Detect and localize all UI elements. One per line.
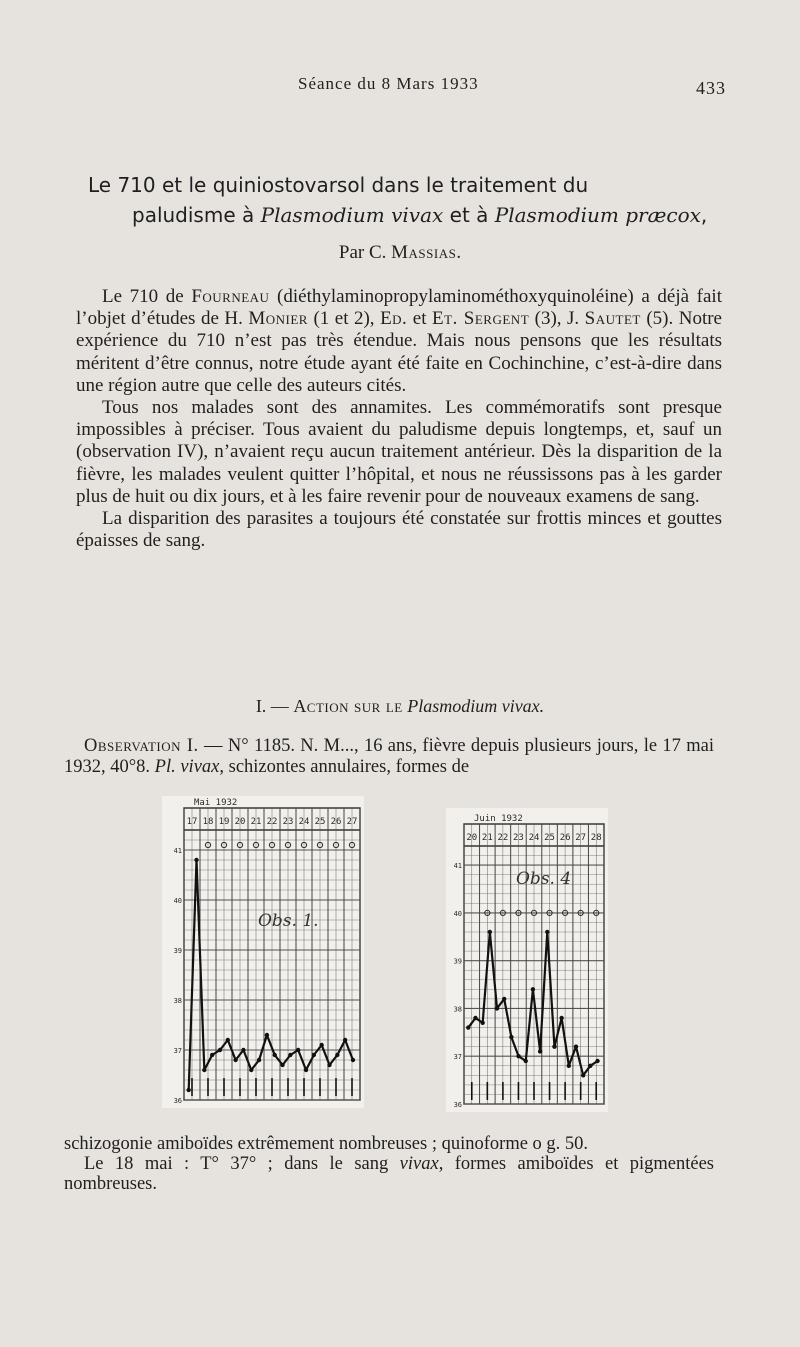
day-tick-label: 23 [513,833,524,843]
temperature-point [280,1063,284,1067]
cited-author: Et. Sergent [432,308,530,330]
temperature-point [488,930,492,934]
text: Le 710 de [102,286,192,307]
title-text: , [700,203,708,227]
text: (1 et 2), [307,308,381,330]
temperature-point [502,997,506,1001]
day-tick-label: 22 [266,817,278,827]
temperature-point [218,1048,222,1052]
temperature-point [233,1058,237,1062]
author-suffix: . [456,242,462,263]
day-tick-label: 17 [186,817,198,827]
cited-author: Ed. [380,308,408,330]
text: (5). Notre expérience du 710 n’est pas très étendue. Mais nous pensons que les résultats méritent d’être connus, notre étude ayant été faite en Cochinchine, c’est-à-dire dans une région autre que celle des auteurs cités. [76,308,722,396]
temperature-point [531,987,535,991]
temperature-point [273,1053,277,1057]
y-tick-label: 36 [453,1101,462,1109]
temperature-point [509,1035,513,1039]
title-italic-vivax: Plasmodium vivax [260,203,444,227]
day-tick-label: 25 [544,833,555,843]
temperature-point [343,1038,347,1042]
temperature-point [524,1059,528,1063]
page-number: 433 [696,78,726,98]
temperature-point [257,1058,261,1062]
cited-author: Monier [248,308,308,330]
day-tick-label: 27 [346,817,358,827]
running-title: Séance du 8 Mars 1933 [298,74,479,93]
cited-author: Sautet [584,308,641,330]
temperature-chart-obs-4 [446,808,608,1112]
temperature-point [581,1073,585,1077]
temperature-point [194,858,198,862]
species-italic: Pl. vivax [154,757,220,777]
day-tick-label: 22 [497,833,509,843]
y-tick-label: 39 [453,957,462,966]
text: (3), J. [529,308,585,330]
title-italic-praecox: Plasmodium præcox [494,203,701,227]
day-tick-label: 20 [466,833,478,843]
author-line [0,242,800,264]
day-tick-label: 24 [298,817,310,827]
section-italic: Plasmodium vivax. [407,696,545,716]
y-tick-label: 41 [453,862,462,871]
text: — N° 1185. N. M..., 16 ans, fièvre depuis plusieurs jours, le 17 mai 1932, 40°8. [64,736,714,777]
temperature-point [210,1053,214,1057]
temperature-point [473,1016,477,1020]
observation-paragraph [64,736,714,778]
cited-author: Fourneau [191,286,270,307]
species-italic: vivax [399,1154,439,1174]
observation-label: Observation I. [84,736,199,756]
text: , formes amiboïdes et pigmentées nombreuses. [64,1154,714,1194]
running-head [0,74,800,98]
temperature-line [468,932,597,1075]
temperature-point [545,930,549,934]
text: et [407,308,433,330]
temperature-point [288,1053,292,1057]
y-tick-label: 38 [173,997,182,1005]
temperature-point [559,1016,563,1020]
paragraph-1 [76,286,722,397]
y-tick-label: 40 [173,897,182,905]
day-tick-label: 21 [250,817,262,827]
temperature-point [249,1068,253,1072]
text: , schizontes annulaires, formes de [219,757,470,777]
temperature-point [567,1064,571,1068]
temperature-point [495,1006,499,1010]
temperature-point [186,1088,190,1092]
article-body [76,286,722,552]
chart-title-handwritten: Obs. 1. [258,911,319,931]
day-tick-label: 23 [282,817,294,827]
y-tick-label: 40 [453,909,462,918]
temperature-chart-obs-1 [162,796,364,1108]
temperature-point [588,1064,592,1068]
month-label: Juin 1932 [474,814,523,824]
continued-paragraph [64,1154,714,1194]
temperature-point [202,1068,206,1072]
day-tick-label: 26 [330,817,342,827]
day-tick-label: 19 [218,817,230,827]
temperature-point [351,1058,355,1062]
y-tick-label: 37 [173,1047,182,1055]
y-tick-label: 39 [173,947,182,955]
temperature-point [312,1053,316,1057]
article-title [88,170,748,230]
temperature-point [335,1053,339,1057]
observation-1 [64,736,714,778]
observation-continued [64,1134,714,1194]
chart-svg [162,796,364,1108]
temperature-point [480,1021,484,1025]
month-label: Mai 1932 [194,798,238,808]
temperature-point [516,1054,520,1058]
author-name: Massias [391,242,457,263]
y-tick-label: 37 [453,1053,462,1062]
continued-line: schizogonie amiboïdes extrêmement nombreuses ; quinoforme o g. 50. [64,1134,589,1154]
temperature-point [226,1038,230,1042]
temperature-point [319,1043,323,1047]
section-numeral: I. — [255,696,294,716]
author-prefix: Par C. [338,242,392,263]
temperature-point [466,1025,470,1029]
section-label: Action sur le [293,696,403,716]
title-text: et à [443,203,495,227]
temperature-point [552,1044,556,1048]
temperature-point [296,1048,300,1052]
day-tick-label: 21 [481,833,493,843]
temperature-point [265,1033,269,1037]
day-tick-label: 25 [314,817,326,827]
temperature-point [538,1049,542,1053]
title-line-1: Le 710 et le quiniostovarsol dans le traitement du [88,173,589,197]
day-tick-label: 28 [590,833,602,843]
temperature-point [241,1048,245,1052]
y-tick-label: 36 [173,1097,182,1105]
y-tick-label: 41 [173,847,182,855]
temperature-point [327,1063,331,1067]
title-line-2 [88,200,748,230]
chart-title-handwritten: Obs. 4 [516,869,572,889]
temperature-point [304,1068,308,1072]
text: (diéthylaminopropylaminométhoxyquinoléine) a déjà fait l’objet d’études de H. [76,286,722,330]
section-heading [0,696,800,717]
title-text: paludisme à [132,203,261,227]
day-tick-label: 27 [575,833,587,843]
chart-svg [446,808,608,1112]
temperature-point [595,1059,599,1063]
paragraph-3: La disparition des parasites a toujours été constatée sur frottis minces et gouttes épaisses de sang. [76,508,722,552]
day-tick-label: 26 [559,833,571,843]
day-tick-label: 18 [202,817,214,827]
text: Le 18 mai : T° 37° ; dans le sang [84,1154,400,1174]
day-tick-label: 24 [528,833,540,843]
paragraph-2: Tous nos malades sont des annamites. Les commémoratifs sont presque impossibles à préciser. Tous avaient du paludisme depuis longtemps, et, sauf un (observation IV), n’avaient reçu aucun traitement antérieur. Dès la disparition de la fièvre, les malades veulent quitter l’hôpital, et nous ne réussissons pas à les garder plus de huit ou dix jours, et à les faire revenir pour de nouveaux examens de sang. [76,397,722,507]
y-tick-label: 38 [453,1005,462,1014]
day-tick-label: 20 [234,817,246,827]
temperature-point [574,1044,578,1048]
